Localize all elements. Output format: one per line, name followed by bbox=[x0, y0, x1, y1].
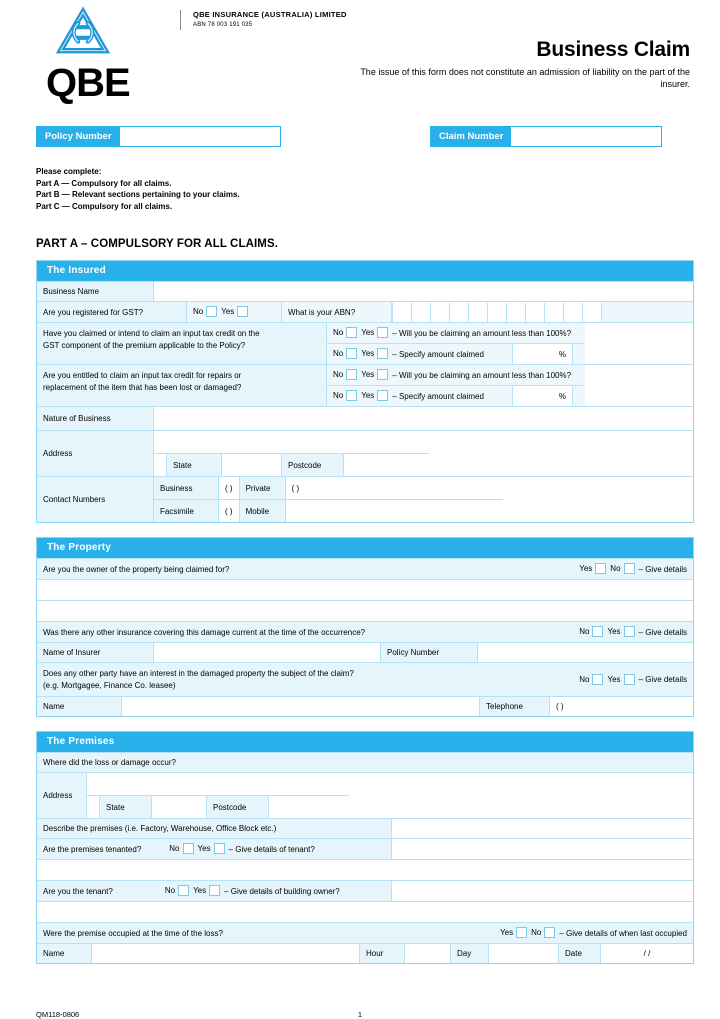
qbe-wordmark: QBE bbox=[46, 61, 130, 105]
premises-address-line2-input[interactable] bbox=[87, 796, 100, 818]
itc-premium-question-line2: GST component of the premium applicable to the Policy? bbox=[43, 340, 246, 350]
itc-repairs-specify-yes-option[interactable] bbox=[361, 390, 392, 402]
other-insurance-yes-label: Yes bbox=[607, 627, 621, 637]
company-name: QBE INSURANCE (AUSTRALIA) LIMITED bbox=[193, 10, 347, 19]
itc-premium-specify-no-checkbox[interactable] bbox=[346, 348, 357, 359]
premises-tenanted-yes-option[interactable] bbox=[198, 843, 229, 855]
other-insurance-give-details: – Give details bbox=[638, 627, 687, 637]
contact-numbers-label: Contact Numbers bbox=[37, 477, 154, 522]
itc-repairs-specify-text: – Specify amount claimed bbox=[392, 391, 484, 401]
business-phone-label: Business bbox=[154, 477, 219, 499]
occupied-name-input[interactable] bbox=[92, 944, 360, 963]
contact-row-business-private bbox=[154, 477, 503, 499]
describe-premises-label: Describe the premises (i.e. Factory, Warehouse, Office Block etc.) bbox=[37, 819, 392, 838]
premises-address-line2-row bbox=[87, 795, 349, 818]
mobile-label: Mobile bbox=[240, 500, 286, 522]
mobile-input[interactable] bbox=[286, 500, 503, 522]
other-party-no-option[interactable] bbox=[579, 674, 607, 686]
itc-repairs-specify-row bbox=[327, 385, 585, 406]
itc-repairs-specify-yes-checkbox[interactable] bbox=[377, 390, 388, 401]
row-gst-registered bbox=[37, 301, 693, 322]
are-you-tenant-question: Are you the tenant? bbox=[43, 886, 113, 896]
other-insurance-yes-checkbox[interactable] bbox=[624, 626, 635, 637]
qbe-triangle-logo-icon bbox=[52, 4, 114, 60]
row-property-owner bbox=[37, 558, 693, 579]
claim-number-label: Claim Number bbox=[431, 127, 511, 146]
property-telephone-parens: ( ) bbox=[556, 702, 564, 711]
itc-repairs-less100-yes-checkbox[interactable] bbox=[377, 369, 388, 380]
premises-occupied-no-label: No bbox=[531, 928, 542, 938]
premises-tenanted-detail: – Give details of tenant? bbox=[228, 844, 315, 854]
property-owner-details-input-2[interactable] bbox=[37, 601, 693, 621]
name-of-insurer-label: Name of Insurer bbox=[37, 643, 154, 662]
policy-number-group bbox=[36, 126, 281, 147]
itc-premium-question-line1: Have you claimed or intend to claim an input tax credit on the bbox=[43, 329, 260, 338]
row-occupied-name-time bbox=[37, 943, 693, 963]
tenant-details-blank-input[interactable] bbox=[37, 860, 693, 880]
instructions-line-a: Part A — Compulsory for all claims. bbox=[36, 178, 172, 188]
policy-number-label: Policy Number bbox=[37, 127, 120, 146]
property-telephone-input[interactable] bbox=[550, 697, 693, 716]
itc-repairs-less100-row bbox=[327, 365, 585, 385]
are-you-tenant-options bbox=[37, 881, 392, 901]
itc-repairs-less100-text: – Will you be claiming an amount less than 100%? bbox=[392, 370, 572, 380]
row-tenant-details-blank bbox=[37, 859, 693, 880]
section-the-insured bbox=[36, 260, 694, 523]
itc-repairs-less100-yes-option[interactable] bbox=[361, 369, 392, 381]
itc-premium-percent-symbol: % bbox=[558, 349, 566, 359]
are-you-tenant-yes-label: Yes bbox=[193, 886, 207, 896]
itc-premium-specify-text: – Specify amount claimed bbox=[392, 349, 484, 359]
form-code: QM118-0806 bbox=[36, 1010, 80, 1019]
abn-digit-box[interactable] bbox=[507, 303, 526, 322]
row-other-insurance bbox=[37, 621, 693, 642]
section-the-property bbox=[36, 537, 694, 717]
property-owner-question: Are you the owner of the property being claimed for? bbox=[37, 559, 518, 579]
address-line1-input[interactable] bbox=[154, 431, 429, 453]
itc-premium-less100-yes-option[interactable] bbox=[361, 327, 392, 339]
address-line2-row bbox=[154, 453, 429, 476]
are-you-tenant-no-label: No bbox=[164, 886, 176, 896]
building-owner-blank-input[interactable] bbox=[37, 902, 693, 922]
itc-premium-answers bbox=[327, 323, 585, 364]
abn-digit-box[interactable] bbox=[526, 303, 545, 322]
nature-of-business-input[interactable] bbox=[154, 407, 693, 430]
property-owner-yes-option[interactable] bbox=[579, 563, 610, 575]
itc-premium-less100-yes-checkbox[interactable] bbox=[377, 327, 388, 338]
form-header bbox=[30, 0, 690, 118]
are-you-tenant-no-option[interactable] bbox=[165, 885, 193, 897]
occupied-hour-label: Hour bbox=[360, 944, 405, 963]
other-insurance-yes-option[interactable] bbox=[607, 626, 638, 638]
gst-yes-option[interactable] bbox=[221, 306, 252, 318]
gst-no-label: No bbox=[193, 307, 204, 317]
itc-repairs-specify-yes-label: Yes bbox=[361, 391, 375, 401]
abn-digit-box[interactable] bbox=[583, 303, 602, 322]
business-phone-input[interactable] bbox=[219, 477, 240, 499]
itc-repairs-answers bbox=[327, 365, 585, 406]
other-party-interest-line2: (e.g. Mortgagee, Finance Co. leasee) bbox=[43, 680, 176, 690]
occupied-hour-input[interactable] bbox=[405, 944, 451, 963]
abn-question-label: What is your ABN? bbox=[282, 302, 392, 322]
row-business-name bbox=[37, 281, 693, 301]
abn-trailing-space bbox=[602, 302, 693, 322]
row-property-name-telephone bbox=[37, 696, 693, 716]
postcode-label: Postcode bbox=[282, 454, 344, 476]
policy-number-input[interactable] bbox=[120, 127, 280, 146]
premises-tenanted-question: Are the premises tenanted? bbox=[43, 844, 142, 854]
row-premises-tenanted bbox=[37, 838, 693, 859]
premises-postcode-label: Postcode bbox=[207, 796, 269, 818]
itc-repairs-specify-no-label: No bbox=[333, 391, 344, 401]
other-party-give-details: – Give details bbox=[638, 675, 687, 684]
row-building-owner-blank bbox=[37, 901, 693, 922]
name-of-insurer-input[interactable] bbox=[154, 643, 381, 662]
gst-yes-label: Yes bbox=[221, 307, 235, 317]
private-phone-label: Private bbox=[240, 477, 286, 499]
section-header-insured: The Insured bbox=[37, 261, 693, 281]
row-address bbox=[37, 430, 693, 476]
other-insurance-no-checkbox[interactable] bbox=[592, 626, 603, 637]
itc-premium-less100-no-option[interactable] bbox=[333, 327, 361, 339]
qbe-logo bbox=[46, 4, 156, 103]
itc-premium-specify-row bbox=[327, 343, 585, 364]
other-insurance-no-label: No bbox=[579, 627, 590, 637]
instructions-line-b: Part B — Relevant sections pertaining to your claims. bbox=[36, 190, 240, 199]
business-name-input[interactable] bbox=[154, 282, 693, 301]
itc-repairs-specify-no-checkbox[interactable] bbox=[346, 390, 357, 401]
occupied-date-label: Date bbox=[559, 944, 601, 963]
are-you-tenant-no-checkbox[interactable] bbox=[178, 885, 189, 896]
itc-repairs-question-line1: Are you entitled to claim an input tax credit for repairs or bbox=[43, 371, 242, 380]
page-title: Business Claim bbox=[536, 38, 690, 61]
abn-digit-box[interactable] bbox=[564, 303, 583, 322]
abn-digit-box[interactable] bbox=[412, 303, 431, 322]
occupied-day-input[interactable] bbox=[489, 944, 559, 963]
property-owner-options bbox=[518, 559, 693, 579]
itc-repairs-percent-input[interactable] bbox=[513, 386, 573, 406]
abn-digit-box[interactable] bbox=[450, 303, 469, 322]
property-owner-no-option[interactable] bbox=[610, 563, 638, 575]
row-other-party-interest bbox=[37, 662, 693, 696]
premises-address-line1-input[interactable] bbox=[87, 773, 349, 795]
row-describe-premises bbox=[37, 818, 693, 838]
premises-occupied-yes-label: Yes bbox=[500, 928, 514, 938]
business-phone-parens: ( ) bbox=[225, 483, 233, 493]
itc-premium-specify-yes-label: Yes bbox=[361, 349, 375, 359]
row-are-you-tenant bbox=[37, 880, 693, 901]
facsimile-parens: ( ) bbox=[225, 506, 233, 516]
itc-premium-less100-no-checkbox[interactable] bbox=[346, 327, 357, 338]
state-input[interactable] bbox=[222, 454, 282, 476]
section-header-property: The Property bbox=[37, 538, 693, 558]
itc-premium-specify-no-option[interactable] bbox=[333, 348, 361, 360]
itc-repairs-specify-trailing bbox=[573, 386, 585, 406]
premises-occupied-detail: – Give details of when last occupied bbox=[559, 928, 687, 938]
other-party-yes-checkbox[interactable] bbox=[624, 674, 635, 685]
address-line1-row bbox=[154, 431, 429, 453]
other-insurance-no-option[interactable] bbox=[579, 626, 607, 638]
abn-digit-box[interactable] bbox=[545, 303, 564, 322]
other-party-interest-options bbox=[523, 663, 693, 696]
company-abn: ABN 78 003 191 035 bbox=[193, 22, 253, 28]
premises-address-fields bbox=[87, 773, 349, 818]
itc-repairs-less100-yes-label: Yes bbox=[361, 370, 375, 380]
row-itc-premium bbox=[37, 322, 693, 364]
address-fields bbox=[154, 431, 429, 476]
itc-repairs-percent-symbol: % bbox=[558, 391, 566, 401]
number-bars bbox=[30, 126, 690, 156]
premises-occupied-yes-checkbox[interactable] bbox=[516, 927, 527, 938]
itc-premium-less100-options bbox=[327, 323, 585, 343]
row-name-of-insurer bbox=[37, 642, 693, 662]
other-party-no-label: No bbox=[579, 674, 590, 684]
are-you-tenant-yes-option[interactable] bbox=[193, 885, 224, 897]
premises-occupied-yes-option[interactable] bbox=[500, 927, 531, 939]
itc-repairs-question bbox=[37, 365, 327, 406]
itc-premium-specify-no-label: No bbox=[333, 349, 344, 359]
address-line2-input[interactable] bbox=[154, 454, 167, 476]
property-owner-yes-label: Yes bbox=[579, 564, 593, 574]
other-party-no-checkbox[interactable] bbox=[592, 674, 603, 685]
form-disclaimer: The issue of this form does not constitute an admission of liability on the part of the insurer. bbox=[360, 67, 690, 89]
other-party-yes-option[interactable] bbox=[607, 674, 638, 686]
row-itc-repairs bbox=[37, 364, 693, 406]
page-number: 1 bbox=[357, 1010, 363, 1019]
gst-no-option[interactable] bbox=[193, 306, 221, 318]
itc-premium-less100-no-label: No bbox=[333, 328, 344, 338]
facsimile-input[interactable] bbox=[219, 500, 240, 522]
abn-digit-box[interactable] bbox=[392, 303, 412, 322]
instructions-intro: Please complete: bbox=[36, 167, 102, 176]
address-label: Address bbox=[37, 431, 154, 476]
section-the-premises bbox=[36, 731, 694, 964]
property-owner-give-details: – Give details bbox=[638, 564, 687, 574]
itc-premium-less100-yes-label: Yes bbox=[361, 328, 375, 338]
claim-number-group bbox=[430, 126, 662, 147]
occupied-date-input[interactable]: / / bbox=[601, 944, 693, 963]
property-policy-number-input[interactable] bbox=[478, 643, 693, 662]
company-identity bbox=[180, 10, 347, 30]
premises-state-input[interactable] bbox=[152, 796, 207, 818]
premises-state-label: State bbox=[100, 796, 152, 818]
gst-yes-checkbox[interactable] bbox=[237, 306, 248, 317]
row-contact-numbers bbox=[37, 476, 693, 522]
property-owner-details-input-1[interactable] bbox=[37, 580, 693, 600]
property-policy-number-label: Policy Number bbox=[381, 643, 478, 662]
instructions-block bbox=[36, 166, 690, 212]
itc-premium-specify-yes-option[interactable] bbox=[361, 348, 392, 360]
are-you-tenant-detail: – Give details of building owner? bbox=[224, 886, 340, 896]
row-premises-occupied bbox=[37, 922, 693, 943]
premises-tenanted-detail-input[interactable] bbox=[392, 839, 693, 859]
facsimile-label: Facsimile bbox=[154, 500, 219, 522]
property-name-input[interactable] bbox=[122, 697, 480, 716]
other-party-interest-question bbox=[37, 663, 523, 696]
where-loss-question: Where did the loss or damage occur? bbox=[37, 753, 693, 772]
premises-tenanted-yes-checkbox[interactable] bbox=[214, 843, 225, 854]
premises-tenanted-no-option[interactable] bbox=[169, 843, 197, 855]
row-premises-address bbox=[37, 772, 693, 818]
itc-repairs-less100-no-label: No bbox=[333, 370, 344, 380]
itc-repairs-specify-no-option[interactable] bbox=[333, 390, 361, 402]
row-property-owner-details-2 bbox=[37, 600, 693, 621]
title-block bbox=[330, 38, 690, 90]
other-party-interest-line1: Does any other party have an interest in the damaged property the subject of the claim? bbox=[43, 669, 354, 678]
private-phone-parens: ( ) bbox=[291, 483, 300, 493]
business-name-label: Business Name bbox=[37, 282, 154, 301]
abn-digit-box[interactable] bbox=[431, 303, 450, 322]
itc-premium-percent-input[interactable] bbox=[513, 344, 573, 364]
itc-repairs-question-line2: replacement of the item that has been lost or damaged? bbox=[43, 382, 242, 392]
abn-digit-box[interactable] bbox=[488, 303, 507, 322]
property-name-label: Name bbox=[37, 697, 122, 716]
section-header-premises: The Premises bbox=[37, 732, 693, 752]
occupied-name-label: Name bbox=[37, 944, 92, 963]
claim-number-input[interactable] bbox=[511, 127, 661, 146]
property-owner-yes-checkbox[interactable] bbox=[595, 563, 606, 574]
premises-occupied-options bbox=[448, 923, 693, 943]
premises-occupied-no-option[interactable] bbox=[531, 927, 559, 939]
part-a-heading: PART A – COMPULSORY FOR ALL CLAIMS. bbox=[36, 238, 279, 250]
gst-no-checkbox[interactable] bbox=[206, 306, 217, 317]
itc-premium-specify-options bbox=[327, 344, 513, 364]
abn-digit-box[interactable] bbox=[469, 303, 488, 322]
itc-premium-less100-text: – Will you be claiming an amount less than 100%? bbox=[392, 328, 572, 338]
premises-tenanted-yes-label: Yes bbox=[197, 844, 211, 854]
contact-row-facsimile-mobile bbox=[154, 499, 503, 522]
other-insurance-options bbox=[523, 622, 693, 642]
other-insurance-question: Was there any other insurance covering this damage current at the time of the occurrence? bbox=[37, 622, 523, 642]
itc-premium-specify-trailing bbox=[573, 344, 585, 364]
abn-boxes[interactable] bbox=[392, 302, 602, 322]
row-where-loss bbox=[37, 752, 693, 772]
premises-tenanted-options bbox=[37, 839, 392, 859]
itc-repairs-specify-options bbox=[327, 386, 513, 406]
premises-address-label: Address bbox=[37, 773, 87, 818]
premises-postcode-input[interactable] bbox=[269, 796, 349, 818]
state-label: State bbox=[167, 454, 222, 476]
premises-tenanted-no-label: No bbox=[169, 844, 180, 854]
gst-registered-options bbox=[187, 302, 282, 322]
itc-premium-less100-row bbox=[327, 323, 585, 343]
private-phone-input[interactable] bbox=[286, 477, 503, 499]
describe-premises-input[interactable] bbox=[392, 819, 693, 838]
instructions-line-c: Part C — Compulsory for all claims. bbox=[36, 201, 173, 211]
occupied-day-label: Day bbox=[451, 944, 489, 963]
premises-occupied-question: Were the premise occupied at the time of the loss? bbox=[37, 923, 448, 943]
row-property-owner-details-1 bbox=[37, 579, 693, 600]
premises-address-line1-row bbox=[87, 773, 349, 795]
are-you-tenant-detail-input[interactable] bbox=[392, 881, 693, 901]
itc-premium-specify-yes-checkbox[interactable] bbox=[377, 348, 388, 359]
itc-repairs-less100-no-option[interactable] bbox=[333, 369, 361, 381]
premises-tenanted-no-checkbox[interactable] bbox=[183, 843, 194, 854]
other-party-yes-label: Yes bbox=[607, 674, 621, 684]
gst-registered-label: Are you registered for GST? bbox=[37, 302, 187, 322]
are-you-tenant-yes-checkbox[interactable] bbox=[209, 885, 220, 896]
itc-repairs-less100-no-checkbox[interactable] bbox=[346, 369, 357, 380]
itc-repairs-less100-options bbox=[327, 365, 585, 385]
postcode-input[interactable] bbox=[344, 454, 429, 476]
row-nature-of-business bbox=[37, 406, 693, 430]
property-telephone-label: Telephone bbox=[480, 697, 550, 716]
premises-occupied-no-checkbox[interactable] bbox=[544, 927, 555, 938]
property-owner-no-checkbox[interactable] bbox=[624, 563, 635, 574]
property-owner-no-label: No bbox=[610, 564, 621, 574]
nature-of-business-label: Nature of Business bbox=[37, 407, 154, 430]
contact-numbers-fields bbox=[154, 477, 503, 522]
itc-premium-question bbox=[37, 323, 327, 364]
